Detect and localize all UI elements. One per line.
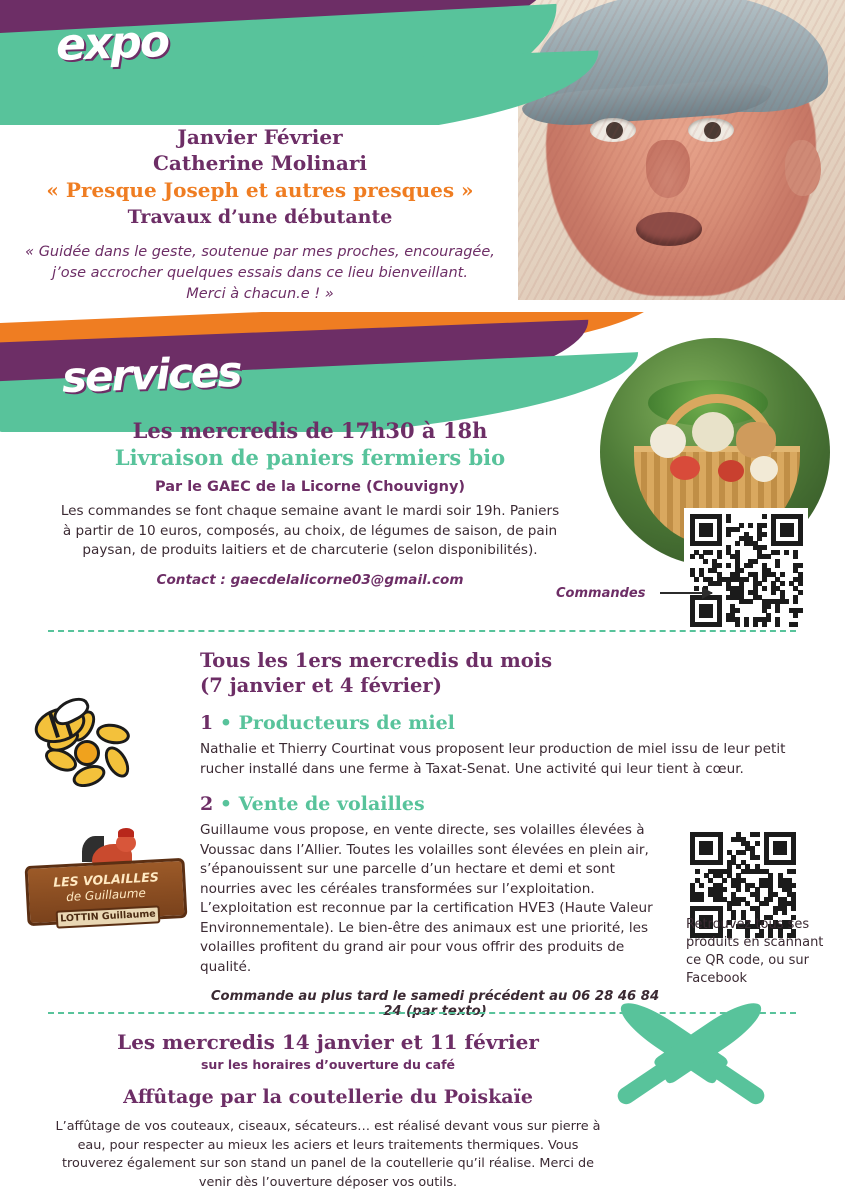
sign-line-1: LES VOLAILLES [52, 869, 160, 890]
coutellerie-title: Affûtage par la coutellerie du Poiskaïe [123, 1086, 533, 1108]
coutellerie-dates: Les mercredis 14 janvier et 11 février [117, 1030, 539, 1054]
qr-volailles-caption: Retrouvez tous ses produits en scannant ce QR code, ou sur Facebook [686, 917, 824, 986]
section-2-text: Guillaume vous propose, en vente directe, ses volailles élevées à Voussac dans l’Allier. Toutes les volailles sont élevées en plein air, s’épanouissent sur une parcelle d’un hectare et demi et sont nourries avec les céréales transformées sur l’exploitation. L’exploitation est reconnue par la certification HVE3 (Haute Valeur Environnementale). Le bien-être des animaux est une priorité, les volailles profitent du grand air pour vous offrir des produits de qualité. [200, 822, 653, 975]
expo-subtitle: Travaux d’une débutante [127, 206, 393, 228]
section-2-dot: • [219, 793, 233, 815]
monthly-title-line-1: Tous les 1ers mercredis du mois [200, 649, 553, 672]
services-schedule: Les mercredis de 17h30 à 18h [132, 418, 488, 443]
services-provider: Par le GAEC de la Licorne (Chouvigny) [154, 479, 466, 495]
section-1-number: 1 [200, 712, 214, 734]
section-2-title [200, 793, 790, 815]
section-2-order-note: Commande au plus tard le samedi précédent au 06 28 46 84 24 (par texto) [210, 989, 660, 1019]
services-contact[interactable]: Contact : gaecdelalicorne03@gmail.com [156, 571, 464, 588]
services-headline: Livraison de paniers fermiers bio [114, 445, 506, 470]
expo-quote-line-2: j’ose accrocher quelques essais dans ce lieu bienveillant. [52, 265, 468, 281]
crossed-knives-icon [586, 1028, 806, 1178]
qr-code-commandes[interactable] [684, 508, 808, 632]
expo-quote-line-3: Merci à chacun.e ! » [186, 286, 334, 302]
divider-1 [48, 630, 796, 632]
arrow-right-icon [660, 592, 712, 594]
coutellerie-subtitle: sur les horaires d’ouverture du café [200, 1057, 456, 1072]
section-2-number: 2 [200, 793, 214, 815]
coutellerie-text: L’affûtage de vos couteaux, ciseaux, sécateurs… est réalisé devant vous sur pierre à eau, pour respecter au mieux les aciers et leurs traitements thermiques. Vous trouverez également sur son stand un panel de la coutellerie qu’il réalise. Merci de venir dès l’ouverture déposer vos outils. [55, 1119, 601, 1190]
section-1-name: Producteurs de miel [238, 712, 455, 734]
section-2-name: Vente de volailles [238, 793, 425, 815]
services-text-block [60, 418, 560, 588]
expo-text-block [0, 124, 520, 305]
section-1-title [200, 712, 790, 734]
services-description: Les commandes se font chaque semaine avant le mardi soir 19h. Paniers à partir de 10 euros, composés, au choix, de légumes de saison, de pain paysan, de produits laitiers et de charcuterie (selon disponibilités). [60, 503, 560, 558]
expo-quote [0, 242, 520, 305]
expo-title: « Presque Joseph et autres presques » [46, 178, 474, 202]
services-band-label: services [61, 346, 242, 403]
section-1-dot: • [219, 712, 233, 734]
expo-quote-line-1: « Guidée dans le geste, soutenue par mes proches, encouragée, [25, 244, 495, 260]
rooster-sign-icon [26, 828, 186, 938]
sign-line-2: de Guillaume [65, 885, 147, 905]
orders-label: Commandes [556, 586, 646, 601]
monthly-title-line-2: (7 janvier et 4 février) [200, 674, 442, 697]
coutellerie-block [48, 1030, 608, 1192]
section-1-text: Nathalie et Thierry Courtinat vous proposent leur production de miel issu de leur petit rucher installé dans une ferme à Taxat-Senat. Une activité qui leur tient à cœur. [200, 741, 786, 777]
expo-artist-name: Catherine Molinari [152, 151, 368, 175]
divider-2 [48, 1012, 796, 1014]
expo-dates: Janvier Février [177, 125, 343, 149]
sign-plate-text: LOTTIN Guillaume [59, 908, 156, 925]
expo-band-label: expo [55, 16, 169, 71]
